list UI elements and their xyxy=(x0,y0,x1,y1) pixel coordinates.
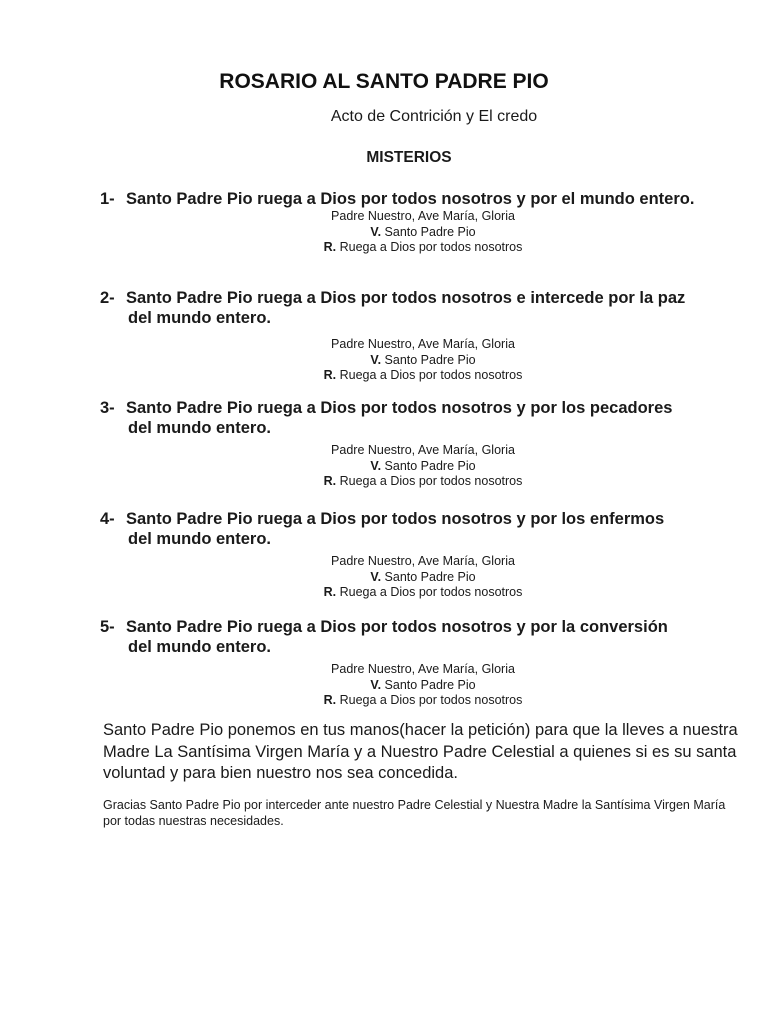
response-text: Ruega a Dios por todos nosotros xyxy=(339,585,523,599)
response-text: Ruega a Dios por todos nosotros xyxy=(339,693,523,707)
mystery-text-line1: Santo Padre Pio ruega a Dios por todos nosotros y por la conversión xyxy=(126,618,668,636)
mystery-number: 5- xyxy=(100,618,115,636)
mystery-2 xyxy=(100,288,740,384)
response-text: Ruega a Dios por todos nosotros xyxy=(339,368,523,382)
mystery-text-line1: Santo Padre Pio ruega a Dios por todos nosotros y por los enfermos xyxy=(126,510,665,528)
response-text: Ruega a Dios por todos nosotros xyxy=(339,240,523,254)
mystery-text-line2: del mundo entero. xyxy=(128,309,272,327)
versicle-label: V. xyxy=(370,677,382,692)
mystery-4 xyxy=(100,509,740,601)
mystery-number: 1- xyxy=(100,190,115,208)
mystery-heading xyxy=(100,617,740,637)
versicle-line xyxy=(218,570,628,586)
prayer-line: Padre Nuestro, Ave María, Gloria xyxy=(331,662,515,676)
mystery-number: 2- xyxy=(100,289,115,307)
response-line xyxy=(218,240,628,256)
versicle-label: V. xyxy=(370,224,382,239)
versicle-label: V. xyxy=(370,352,382,367)
versicle-text: Santo Padre Pio xyxy=(384,224,476,239)
versicle-text: Santo Padre Pio xyxy=(384,569,476,584)
versicle-line xyxy=(218,459,628,475)
response-label: R. xyxy=(323,585,337,599)
mystery-heading xyxy=(100,398,740,418)
mystery-heading xyxy=(100,509,740,529)
versicle-text: Santo Padre Pio xyxy=(384,458,476,473)
section-heading: MISTERIOS xyxy=(366,149,452,166)
mystery-1 xyxy=(100,189,740,256)
mystery-text-line2: del mundo entero. xyxy=(128,530,272,548)
page-subtitle: Acto de Contrición y El credo xyxy=(330,108,538,125)
prayer-line: Padre Nuestro, Ave María, Gloria xyxy=(331,337,515,351)
response-label: R. xyxy=(323,474,337,488)
mystery-number: 3- xyxy=(100,399,115,417)
response-label: R. xyxy=(323,693,337,707)
mystery-5 xyxy=(100,617,740,709)
mystery-text-line1: Santo Padre Pio ruega a Dios por todos nosotros y por los pecadores xyxy=(126,399,673,417)
versicle-label: V. xyxy=(370,458,382,473)
petition-paragraph: Santo Padre Pio ponemos en tus manos(hacer la petición) para que la lleves a nuestra Madre La Santísima Virgen María y a Nuestro Padre Celestial a quienes si es su santa voluntad y para bien nuestro nos sea concedida. xyxy=(103,721,738,782)
versicle-text: Santo Padre Pio xyxy=(384,677,476,692)
mystery-heading xyxy=(100,189,740,209)
response-text: Ruega a Dios por todos nosotros xyxy=(339,474,523,488)
response-line xyxy=(218,585,628,601)
mystery-text-line2: del mundo entero. xyxy=(128,638,272,656)
mystery-3 xyxy=(100,398,740,490)
versicle-line xyxy=(218,353,628,369)
prayer-line: Padre Nuestro, Ave María, Gloria xyxy=(331,554,515,568)
response-line xyxy=(218,368,628,384)
versicle-text: Santo Padre Pio xyxy=(384,352,476,367)
prayer-line: Padre Nuestro, Ave María, Gloria xyxy=(331,209,515,223)
response-line xyxy=(218,474,628,490)
response-label: R. xyxy=(323,368,337,382)
mystery-number: 4- xyxy=(100,510,115,528)
mystery-text-line2: del mundo entero. xyxy=(128,419,272,437)
page-title: ROSARIO AL SANTO PADRE PIO xyxy=(219,70,549,93)
mystery-heading xyxy=(100,288,740,308)
response-label: R. xyxy=(323,240,337,254)
prayer-line: Padre Nuestro, Ave María, Gloria xyxy=(331,443,515,457)
versicle-line xyxy=(218,225,628,241)
thanks-paragraph: Gracias Santo Padre Pio por interceder ante nuestro Padre Celestial y Nuestra Madre la Santísima Virgen María por todas nuestras necesidades. xyxy=(103,798,726,828)
versicle-line xyxy=(218,678,628,694)
mystery-text-line1: Santo Padre Pio ruega a Dios por todos nosotros e intercede por la paz xyxy=(126,289,686,307)
response-line xyxy=(218,693,628,709)
mystery-text-line1: Santo Padre Pio ruega a Dios por todos nosotros y por el mundo entero. xyxy=(126,190,695,208)
versicle-label: V. xyxy=(370,569,382,584)
